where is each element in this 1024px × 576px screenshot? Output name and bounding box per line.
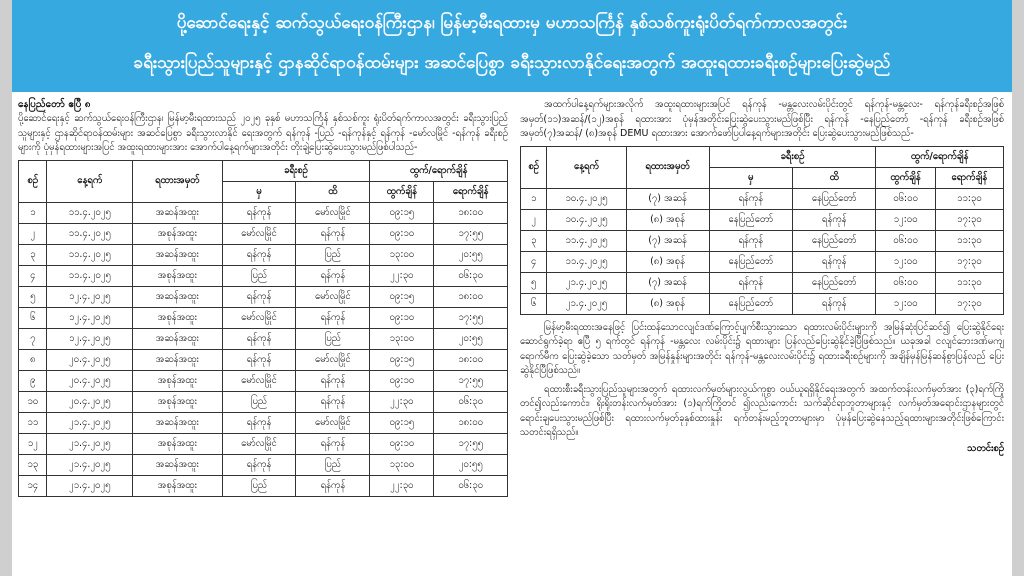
cell-date: ၂၀.၄.၂၀၂၅	[47, 391, 132, 412]
cell-from: ရန်ကုန်	[222, 202, 296, 223]
cell-no: ၁၄	[19, 475, 47, 496]
headline-line-1: ပို့ဆောင်ရေးနှင့် ဆက်သွယ်ရေးဝန်ကြီးဌာန၊ မြန်မာ့မီးရထားမှ မဟာသင်္ကြန် နှစ်သစ်ကူးရုံးပိတ်ရက်ကာလအတွင်း	[176, 13, 848, 33]
cell-no: ၅	[521, 272, 547, 293]
table-row	[19, 265, 508, 286]
cell-departure: ၀၉:၁၅	[370, 286, 434, 307]
schedule-table-special-trains	[18, 160, 508, 497]
table-row	[19, 244, 508, 265]
table-row	[19, 475, 508, 496]
cell-date: ၁၁.၄.၂၀၂၅	[547, 230, 626, 251]
col-header-date: နေ့ရက်	[47, 160, 132, 202]
cell-to: မော်လမြိုင်	[296, 286, 370, 307]
cell-arrival: ၂၀:၅၅	[434, 328, 508, 349]
col-header-date: နေ့ရက်	[547, 146, 626, 188]
table-row	[521, 272, 1004, 293]
table-row	[521, 251, 1004, 272]
cell-from: ရန်ကုန်	[709, 230, 792, 251]
cell-departure: ၀၆:၀၀	[876, 230, 935, 251]
right-paragraph-2: မြန်မာ့မီးရထားအနေဖြင့် ပြင်းထန်သောငလျင်ဒဏ်ကြောင့်ပျက်စီးသွားသော ရထားလမ်းပိုင်းများကို အမြန်ဆုံးပြင်ဆင်၍ ပြေးဆွဲနိုင်ရေးဆောင်ရွက်ခဲ့ရာ ဧပြီ ၅ ရက်တွင် ရန်ကုန် -မန္တလေး လမ်းပိုင်း၌ ရထားများ ပြန်လည်ပြေးဆွဲနိုင်ခဲ့ပြီဖြစ်သည်။ ယခုအခါ ငလျင်ဘေးဒဏ်မကျရောက်မီက ပြေးဆွဲခဲ့သော သတ်မှတ် အမြန်နှုန်းများအတိုင်း ရန်ကုန်-မန္တလေးလမ်းပိုင်း၌ ရထားခရီးစဉ်များကို အချိန်မှန်မြန်ဆန်စွာပြန်လည် ပြေးဆွဲနိုင်ပြီဖြစ်သည်။	[520, 321, 1004, 376]
table-row	[19, 202, 508, 223]
col-header-departure: ထွက်ချိန်	[370, 181, 434, 202]
cell-train: (၈) အစုန်	[626, 209, 709, 230]
cell-to: မော်လမြိုင်	[296, 349, 370, 370]
cell-to: ပြည်	[296, 244, 370, 265]
cell-date: ၂၁.၄.၂၀၂၅	[47, 433, 132, 454]
cell-to: ရန်ကုန်	[296, 370, 370, 391]
cell-from: နေပြည်တော်	[709, 251, 792, 272]
cell-train: အဆန်အထူး	[132, 244, 222, 265]
cell-departure: ၁၂:၀၀	[876, 251, 935, 272]
cell-no: ၈	[19, 349, 47, 370]
cell-to: ရန်ကုန်	[296, 391, 370, 412]
cell-train: အစုန်အထူး	[132, 475, 222, 496]
cell-to: မော်လမြိုင်	[296, 202, 370, 223]
cell-arrival: ၁၈:၀၀	[434, 349, 508, 370]
cell-no: ၁၃	[19, 454, 47, 475]
schedule-table-demu-trains	[520, 146, 1004, 315]
cell-date: ၂၀.၄.၂၀၂၅	[47, 370, 132, 391]
cell-date: ၁၂.၄.၂၀၂၅	[47, 286, 132, 307]
article-body	[12, 92, 1012, 576]
table-row	[19, 223, 508, 244]
cell-date: ၂၁.၄.၂၀၂၅	[47, 475, 132, 496]
cell-date: ၂၀.၄.၂၀၂၅	[47, 349, 132, 370]
cell-arrival: ၂၀:၅၅	[434, 244, 508, 265]
cell-from: ရန်ကုန်	[222, 286, 296, 307]
cell-no: ၂	[19, 223, 47, 244]
cell-train: (၈) အစုန်	[626, 293, 709, 314]
table-row	[521, 188, 1004, 209]
cell-no: ၇	[19, 328, 47, 349]
cell-train: အစုန်အထူး	[132, 370, 222, 391]
cell-no: ၄	[521, 251, 547, 272]
cell-departure: ၀၆:၀၀	[876, 188, 935, 209]
cell-date: ၂၁.၄.၂၀၂၅	[547, 293, 626, 314]
right-column	[520, 98, 1004, 456]
cell-train: အဆန်အထူး	[132, 328, 222, 349]
cell-departure: ၁၃:၀၀	[370, 328, 434, 349]
cell-departure: ၂၂:၃၀	[370, 265, 434, 286]
cell-no: ၂	[521, 209, 547, 230]
cell-date: ၁၁.၄.၂၀၂၅	[47, 244, 132, 265]
col-header-to: ထိ	[792, 167, 875, 188]
cell-to: နေပြည်တော်	[792, 230, 875, 251]
cell-from: ပြည်	[222, 475, 296, 496]
cell-from: ရန်ကုန်	[222, 454, 296, 475]
cell-to: ရန်ကုန်	[792, 293, 875, 314]
cell-to: ရန်ကုန်	[296, 265, 370, 286]
cell-to: ရန်ကုန်	[792, 251, 875, 272]
col-header-time: ထွက်/ရောက်ချိန်	[370, 160, 508, 181]
cell-from: နေပြည်တော်	[709, 293, 792, 314]
cell-date: ၁၁.၄.၂၀၂၅	[547, 251, 626, 272]
col-header-route: ခရီးစဉ်	[709, 146, 876, 167]
cell-date: ၂၁.၄.၂၀၂၅	[47, 412, 132, 433]
cell-arrival: ၀၆:၃၀	[434, 391, 508, 412]
cell-departure: ၁၂:၀၀	[876, 293, 935, 314]
cell-to: ရန်ကုန်	[296, 433, 370, 454]
headline-banner	[12, 0, 1012, 92]
table-row	[521, 209, 1004, 230]
cell-departure: ၀၆:၀၀	[876, 272, 935, 293]
cell-no: ၃	[521, 230, 547, 251]
cell-arrival: ၂၀:၅၅	[434, 454, 508, 475]
cell-to: နေပြည်တော်	[792, 272, 875, 293]
cell-departure: ၁၂:၀၀	[876, 209, 935, 230]
headline-line-2: ခရီးသွားပြည်သူများနှင့် ဌာနဆိုင်ရာဝန်ထမ်းများ အဆင်ပြေစွာ ခရီးသွားလာနိုင်ရေးအတွက် အထူးရထားခရီးစဉ်များပြေးဆွဲမည်	[133, 53, 891, 73]
cell-to: ပြည်	[296, 454, 370, 475]
table-row	[521, 230, 1004, 251]
cell-to: နေပြည်တော်	[792, 188, 875, 209]
cell-train: အစုန်အထူး	[132, 307, 222, 328]
cell-from: ပြည်	[222, 391, 296, 412]
cell-train: အစုန်အထူး	[132, 265, 222, 286]
cell-arrival: ၁၁:၃၀	[935, 272, 1003, 293]
cell-from: ရန်ကုန်	[222, 244, 296, 265]
cell-arrival: ၁၈:၀၀	[434, 412, 508, 433]
cell-departure: ၀၉:၁၀	[370, 433, 434, 454]
cell-arrival: ၁၇:၅၅	[434, 223, 508, 244]
col-header-no: စဉ်	[521, 146, 547, 188]
cell-departure: ၁၃:၀၀	[370, 454, 434, 475]
news-signature: သတင်းစဉ်	[967, 442, 1004, 454]
cell-from: မော်လမြိုင်	[222, 433, 296, 454]
cell-train: အဆန်အထူး	[132, 286, 222, 307]
cell-arrival: ၁၁:၃၀	[935, 230, 1003, 251]
cell-date: ၁၀.၄.၂၀၂၅	[547, 209, 626, 230]
cell-date: ၁၀.၄.၂၀၂၅	[547, 188, 626, 209]
cell-train: (၇) အဆန်	[626, 272, 709, 293]
cell-no: ၄	[19, 265, 47, 286]
cell-no: ၁၁	[19, 412, 47, 433]
cell-arrival: ၁၇:၅၅	[434, 433, 508, 454]
cell-from: ရန်ကုန်	[709, 272, 792, 293]
cell-train: အစုန်အထူး	[132, 223, 222, 244]
cell-arrival: ၁၇:၃၀	[935, 209, 1003, 230]
cell-arrival: ၁၇:၅၅	[434, 307, 508, 328]
cell-departure: ၀၉:၁၅	[370, 412, 434, 433]
cell-no: ၃	[19, 244, 47, 265]
dateline: နေပြည်တော် ဧပြီ ၈	[18, 99, 91, 110]
cell-train: အဆန်အထူး	[132, 202, 222, 223]
cell-from: ရန်ကုန်	[222, 328, 296, 349]
cell-to: ပြည်	[296, 328, 370, 349]
cell-arrival: ၁၈:၀၀	[434, 286, 508, 307]
cell-no: ၁၀	[19, 391, 47, 412]
cell-departure: ၁၃:၀၀	[370, 244, 434, 265]
cell-no: ၅	[19, 286, 47, 307]
cell-departure: ၂၂:၃၀	[370, 391, 434, 412]
cell-train: အဆန်အထူး	[132, 412, 222, 433]
cell-arrival: ၀၆:၃၀	[434, 475, 508, 496]
left-intro-paragraph: ပို့ဆောင်ရေးနှင့် ဆက်သွယ်ရေးဝန်ကြီးဌာန၊ မြန်မာ့မီးရထားသည် ၂၀၂၅ ခုနှစ် မဟာသင်္ကြန် နှစ်သစ်ကူး ရုံးပိတ်ရက်ကာလအတွင်း ခရီးသွားပြည်သူများနှင့် ဌာနဆိုင်ရာဝန်ထမ်းများ အဆင်ပြေစွာ ခရီးသွားလာနိုင် ရေးအတွက် ရန်ကုန် -ပြည် -ရန်ကုန်နှင့် ရန်ကုန် -မော်လမြိုင် -ရန်ကုန် ခရီးစဉ်များကို ပုံမှန်ရထားများအပြင် အထူးရထားများအား အောက်ပါနေ့ရက်များအတိုင်း တိုးချဲ့ပြေးဆွဲပေးသွားမည်ဖြစ်ပါသည်-	[18, 113, 508, 153]
right-intro-paragraph: အထက်ပါနေ့ရက်များအလိုက် အထူးရထားများအပြင် ရန်ကုန် -မန္တလေးလမ်းပိုင်းတွင် ရန်ကုန်-မန္တလေး- ရန်ကုန်ခရီးစဉ်အဖြစ် အမှတ်(၁၁)အဆန်/(၁၂)အစုန် ရထားအား ပုံမှန်အတိုင်းပြေးဆွဲပေးသွားမည်ဖြစ်ပြီး ရန်ကုန် -နေပြည်တော် -ရန်ကုန် ခရီးစဉ်အဖြစ် အမှတ်(၇)အဆန်/ (၈)အစုန် DEMU ရထားအား အောက်ဖော်ပြပါနေ့ရက်များအတိုင်း ပြေးဆွဲပေးသွားမည်ဖြစ်သည်-	[520, 99, 1004, 139]
cell-departure: ၀၉:၁၅	[370, 202, 434, 223]
col-header-arrival: ရောက်ချိန်	[935, 167, 1003, 188]
cell-arrival: ၁၇:၃၀	[935, 251, 1003, 272]
cell-to: ရန်ကုန်	[296, 307, 370, 328]
cell-no: ၁	[521, 188, 547, 209]
cell-to: ရန်ကုန်	[296, 223, 370, 244]
cell-from: မော်လမြိုင်	[222, 370, 296, 391]
cell-from: ရန်ကုန်	[222, 412, 296, 433]
cell-arrival: ၀၆:၃၀	[434, 265, 508, 286]
cell-from: မော်လမြိုင်	[222, 223, 296, 244]
cell-departure: ၀၉:၁၀	[370, 370, 434, 391]
table-row	[19, 349, 508, 370]
cell-from: နေပြည်တော်	[709, 209, 792, 230]
cell-date: ၁၁.၄.၂၀၂၅	[47, 223, 132, 244]
cell-arrival: ၁၇:၅၅	[434, 370, 508, 391]
cell-from: ရန်ကုန်	[222, 349, 296, 370]
table-row	[19, 328, 508, 349]
cell-date: ၂၁.၄.၂၀၂၅	[547, 272, 626, 293]
col-header-to: ထိ	[296, 181, 370, 202]
cell-to: ရန်ကုန်	[792, 209, 875, 230]
cell-date: ၂၁.၄.၂၀၂၅	[47, 454, 132, 475]
cell-train: အစုန်အထူး	[132, 433, 222, 454]
cell-no: ၉	[19, 370, 47, 391]
right-paragraph-3: ရထားစီးခရီးသွားပြည်သူများအတွက် ရထားလက်မှတ်များလွယ်ကူစွာ ဝယ်ယူရရှိနိုင်ရေးအတွက် အထက်တန်းလက်မှတ်အား (၃)ရက်ကြိုတင်၍လည်းကောင်း၊ ရိုးရိုးတန်းလက်မှတ်အား (၁)ရက်ကြိုတင် ၍လည်းကောင်း သက်ဆိုင်ရာဘူတာများနှင့် လက်မှတ်အရောင်းဌာနများတွင် ရောင်းချပေးသွားမည်ဖြစ်ပြီး ရထားလက်မှတ်ခုနှစ်ထားနှုန်း ရက်တန်းမည့်ဘူတာများမှာ ပုံမှန်ပြေးဆွဲနေသည့်ရထားများအတိုင်းဖြစ်ကြောင်း သတင်းရရှိသည်။	[520, 383, 1004, 438]
cell-departure: ၀၉:၁၀	[370, 223, 434, 244]
col-header-route: ခရီးစဉ်	[222, 160, 370, 181]
col-header-arrival: ရောက်ချိန်	[434, 181, 508, 202]
col-header-time: ထွက်/ရောက်ချိန်	[876, 146, 1004, 167]
cell-no: ၆	[19, 307, 47, 328]
col-header-departure: ထွက်ချိန်	[876, 167, 935, 188]
col-header-from: မှ	[222, 181, 296, 202]
table-row	[19, 370, 508, 391]
cell-from: ရန်ကုန်	[709, 188, 792, 209]
table-row	[521, 293, 1004, 314]
table-row	[19, 307, 508, 328]
col-header-no: စဉ်	[19, 160, 47, 202]
table-row	[19, 391, 508, 412]
news-page	[12, 0, 1012, 576]
cell-date: ၁၁.၄.၂၀၂၅	[47, 202, 132, 223]
cell-arrival: ၁၁:၃၀	[935, 188, 1003, 209]
cell-train: (၇) အဆန်	[626, 188, 709, 209]
cell-train: အဆန်အထူး	[132, 454, 222, 475]
cell-departure: ၂၂:၃၀	[370, 475, 434, 496]
cell-train: အဆန်အထူး	[132, 349, 222, 370]
cell-to: မော်လမြိုင်	[296, 412, 370, 433]
cell-train: (၇) အဆန်	[626, 230, 709, 251]
left-column	[18, 98, 508, 497]
col-header-train: ရထားအမှတ်	[132, 160, 222, 202]
cell-train: အစုန်အထူး	[132, 391, 222, 412]
cell-date: ၁၂.၄.၂၀၂၅	[47, 328, 132, 349]
cell-departure: ၀၉:၁၀	[370, 307, 434, 328]
cell-arrival: ၁၇:၃၀	[935, 293, 1003, 314]
cell-date: ၁၁.၄.၂၀၂၅	[47, 265, 132, 286]
cell-no: ၁	[19, 202, 47, 223]
table-row	[19, 454, 508, 475]
col-header-from: မှ	[709, 167, 792, 188]
col-header-train: ရထားအမှတ်	[626, 146, 709, 188]
table-row	[19, 412, 508, 433]
cell-from: မော်လမြိုင်	[222, 307, 296, 328]
cell-to: ရန်ကုန်	[296, 475, 370, 496]
table-row	[19, 433, 508, 454]
cell-arrival: ၁၈:၀၀	[434, 202, 508, 223]
cell-train: (၈) အစုန်	[626, 251, 709, 272]
cell-departure: ၀၉:၁၅	[370, 349, 434, 370]
table-row	[19, 286, 508, 307]
cell-date: ၁၂.၄.၂၀၂၅	[47, 307, 132, 328]
cell-no: ၁၂	[19, 433, 47, 454]
cell-no: ၆	[521, 293, 547, 314]
cell-from: ပြည်	[222, 265, 296, 286]
